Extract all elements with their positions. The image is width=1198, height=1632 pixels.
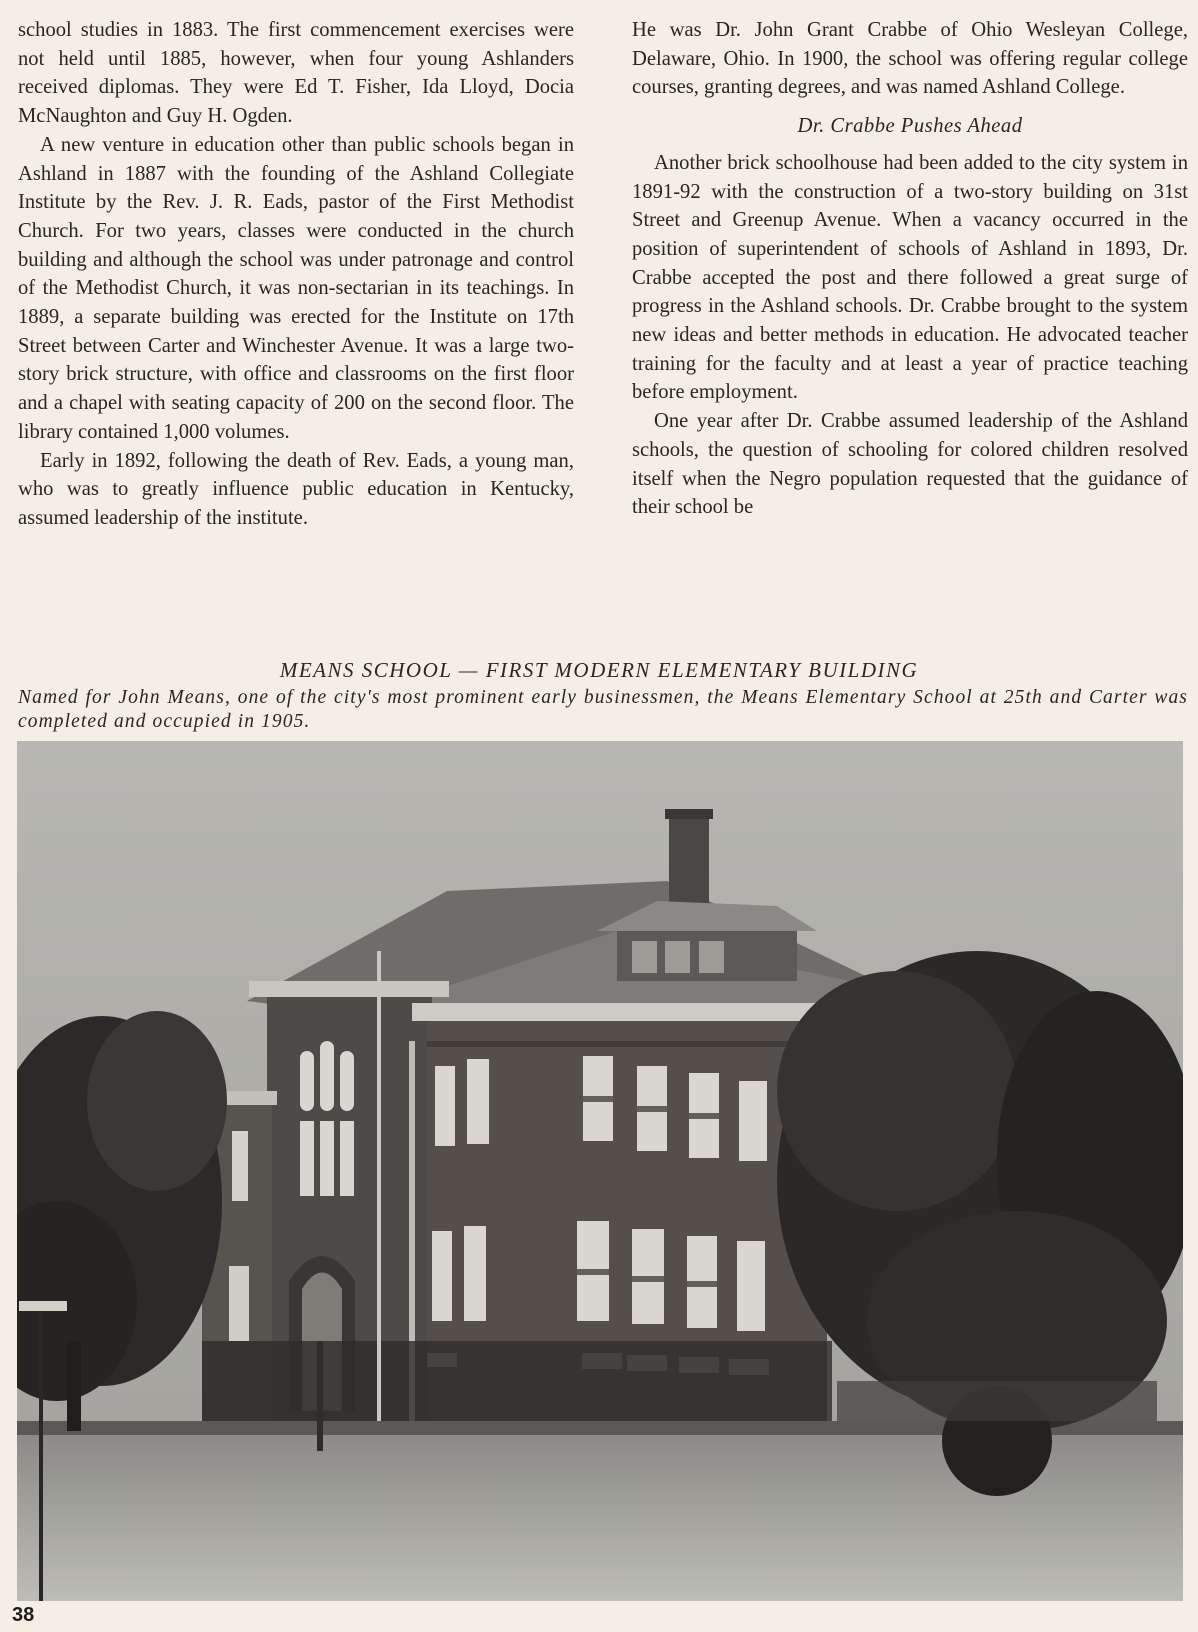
section-subheading: Dr. Crabbe Pushes Ahead	[797, 115, 1023, 138]
page-number: 38	[12, 1604, 35, 1626]
paragraph: He was Dr. John Grant Crabbe of Ohio Wesleyan College, Delaware, Ohio. In 1900, the school was offering regular college courses, granting degrees, and was named Ashland College.	[632, 19, 1188, 99]
school-building-photo	[17, 741, 1183, 1601]
school-building-illustration	[17, 741, 1183, 1601]
paragraph: Another brick schoolhouse had been added to the city system in 1891-92 with the construction of a two-story building on 31st Street and Greenup Avenue. When a vacancy occurred in the position of superintendent of schools of Ashland in 1893, Dr. Crabbe accepted the post and there followed a great surge of progress in the Ashland schools. Dr. Crabbe brought to the system new ideas and better methods in education. He advocated teacher training for the faculty and at least a year of practice teaching before employment.	[632, 151, 1188, 404]
lower-windows	[432, 1221, 765, 1331]
paragraph: One year after Dr. Crabbe assumed leadership of the Ashland schools, the question of schooling for colored children resolved itself when the Negro population requested that the guidance of their school be	[632, 410, 1188, 519]
figure-title: MEANS SCHOOL — FIRST MODERN ELEMENTARY BUILDING	[279, 658, 919, 682]
right-text-column	[632, 16, 1188, 522]
paragraph: Early in 1892, following the death of Rev. Eads, a young man, who was to greatly influence public education in Kentucky, assumed leadership of the institute.	[18, 449, 574, 529]
figure-caption: Named for John Means, one of the city's most prominent early businessmen, the Means Elementary School at 25th and Carter was completed and occupied in 1905.	[18, 687, 1188, 732]
paragraph: school studies in 1883. The first commencement exercises were not held until 1885, however, when four young Ashlanders received diplomas. They were Ed T. Fisher, Ida Lloyd, Docia McNaughton and Guy H. Ogden.	[18, 19, 574, 128]
left-text-column	[18, 16, 574, 533]
paragraph: A new venture in education other than public schools began in Ashland in 1887 with the founding of the Ashland Collegiate Institute by the Rev. J. R. Eads, pastor of the First Methodist Church. For two years, classes were conducted in the church building and although the school was under patronage and control of the Methodist Church, it was non-sectarian in its teachings. In 1889, a separate building was erected for the Institute on 17th Street between Carter and Winchester Avenue. It was a large two-story brick structure, with office and classrooms on the first floor and a chapel with seating capacity of 200 on the second floor. The library contained 1,000 volumes.	[18, 133, 574, 443]
